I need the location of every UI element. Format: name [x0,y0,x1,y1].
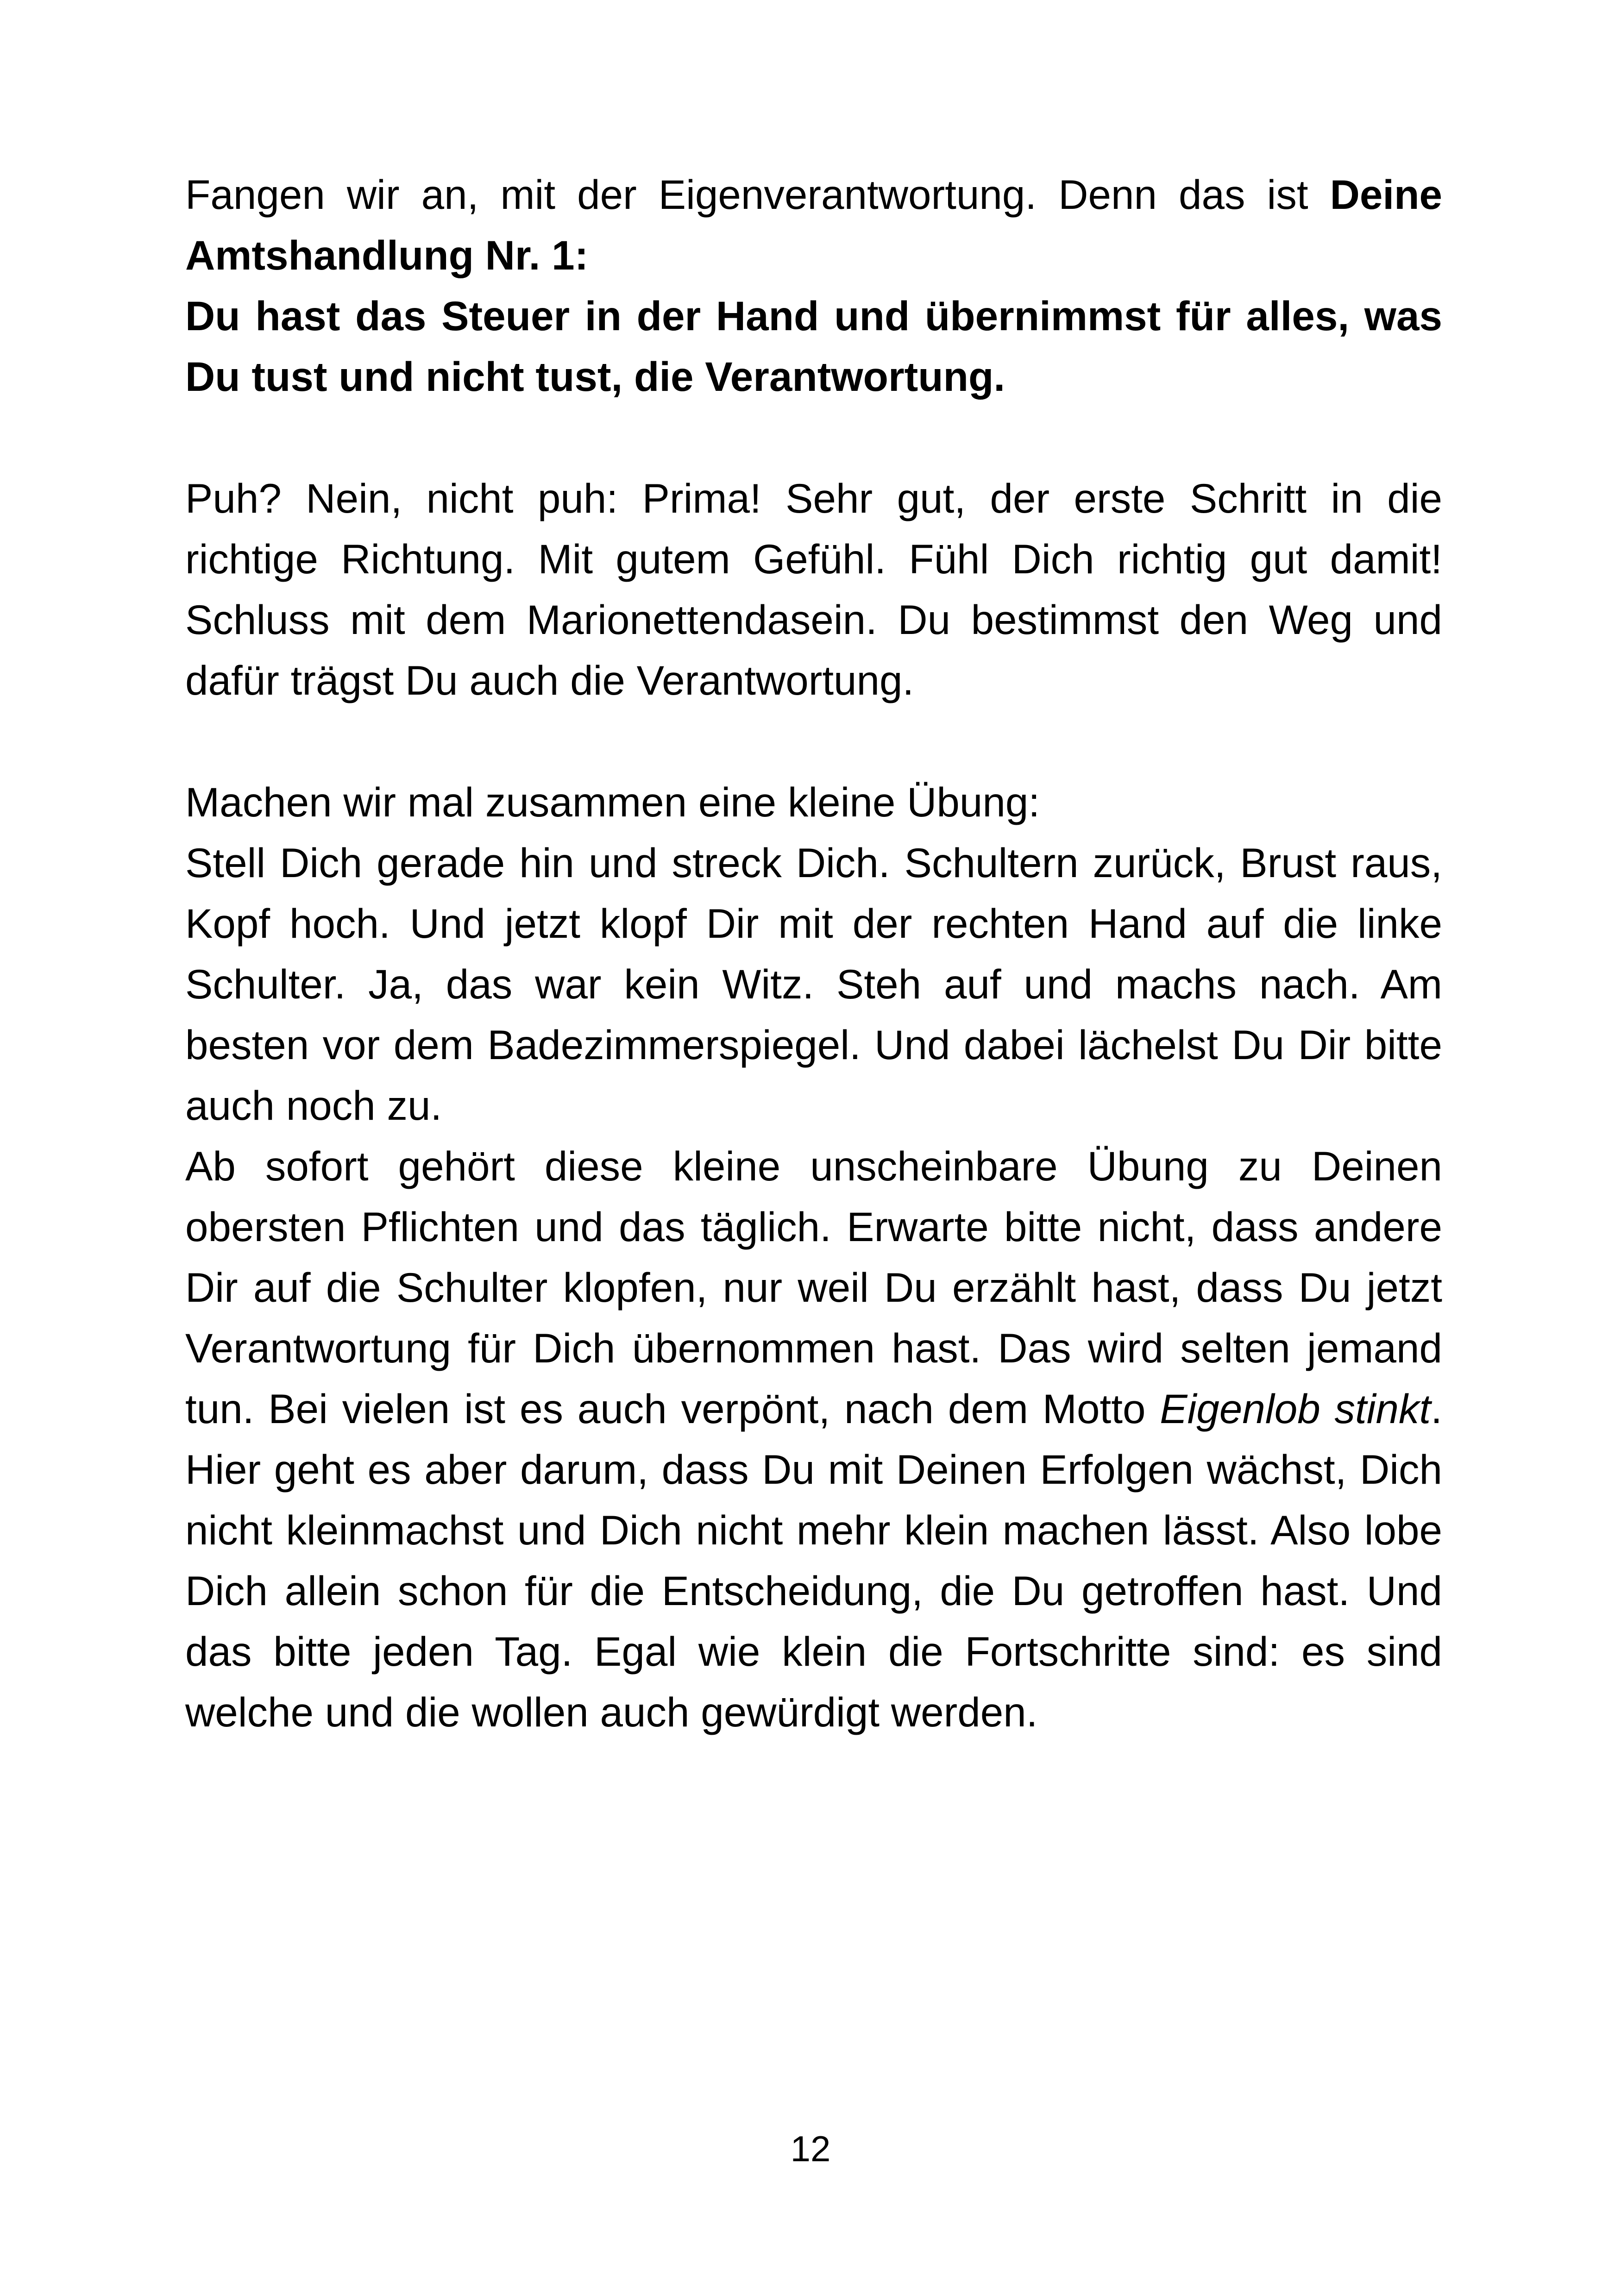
duty-text-before: Ab sofort gehört diese kleine unscheinbare Übung zu Deinen obersten Pflichten und das täglich. Erwarte bitte nicht, dass andere Dir auf die Schulter klopfen, nur weil Du erzählt hast, dass Du jetzt Verantwortung für Dich übernommen hast. Das wird selten jemand tun. Bei vielen ist es auch verpönt, nach dem Motto [185,1143,1442,1432]
bold-statement: Du hast das Steuer in der Hand und übernimmst für alles, was Du tust und nicht tust, die Verantwortung. [185,293,1442,400]
page-number: 12 [790,2128,831,2169]
page-body [185,164,1442,1743]
exercise-intro-line: Machen wir mal zusammen eine kleine Übung: [185,779,1040,825]
bold-heading: Deine Amtshandlung Nr. 1: [185,171,1442,278]
duty-paragraph [185,1136,1442,1743]
section-responsibility [185,164,1442,407]
motto-italic: Eigenlob stinkt [1160,1386,1431,1432]
intro-paragraph [185,164,1442,286]
intro-text: Fangen wir an, mit der Eigenverantwortung. Denn das ist [185,171,1330,218]
duty-text-after: . Hier geht es aber darum, dass Du mit Deinen Erfolgen wächst, Dich nicht kleinmachst und Dich nicht mehr klein machen lässt. Also lobe Dich allein schon für die Entscheidung, die Du getroffen hast. Und das bitte jeden Tag. Egal wie klein die Fortschritte sind: es sind welche und die wollen auch gewürdigt werden. [185,1386,1442,1735]
bold-statement-paragraph [185,286,1442,407]
exercise-paragraph: Stell Dich gerade hin und streck Dich. Schultern zurück, Brust raus, Kopf hoch. Und jetzt klopf Dir mit der rechten Hand auf die linke Schulter. Ja, das war kein Witz. Steh auf und machs nach. Am besten vor dem Badezimmerspiegel. Und dabei lächelst Du Dir bitte auch noch zu. [185,840,1442,1129]
section-exercise [185,772,1442,1743]
prima-paragraph: Puh? Nein, nicht puh: Prima! Sehr gut, der erste Schritt in die richtige Richtung. Mit gutem Gefühl. Fühl Dich richtig gut damit! Schluss mit dem Marionettendasein. Du bestimmst den Weg und dafür trägst Du auch die Verantwortung. [185,475,1442,703]
section-prima [185,468,1442,711]
